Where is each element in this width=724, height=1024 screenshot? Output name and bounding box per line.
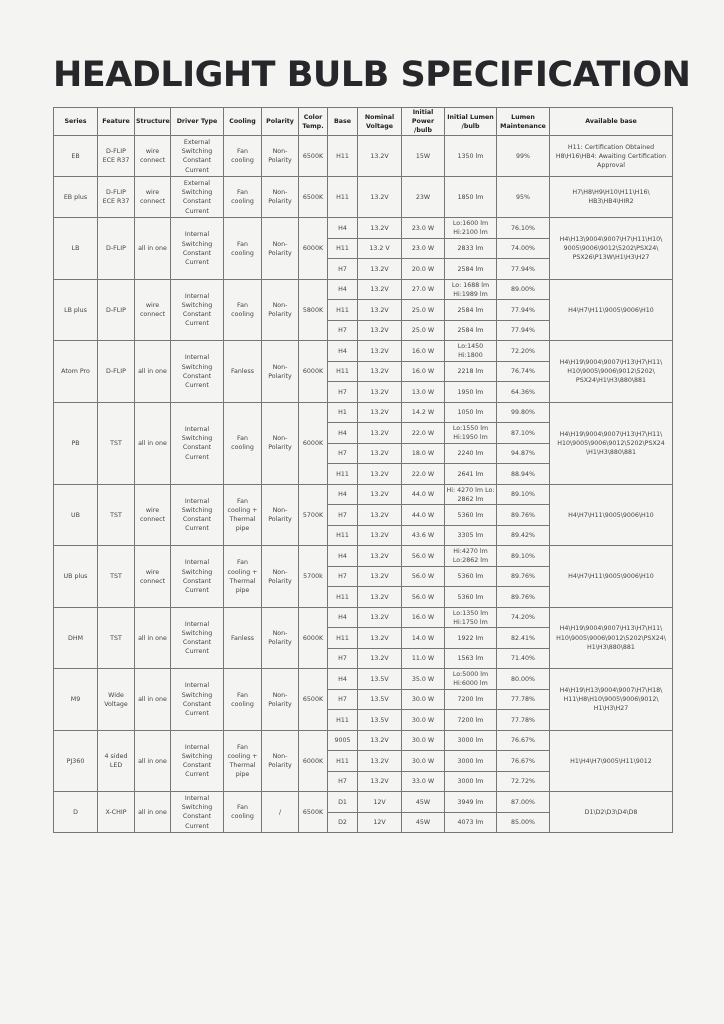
- voltage-cell: 13.2V: [358, 382, 402, 403]
- power-cell: 25.0 W: [402, 320, 445, 341]
- table-row: [54, 402, 673, 423]
- col-header-power: Initial Power /bulb: [402, 108, 445, 136]
- maintenance-cell: 89.76%: [497, 505, 550, 526]
- base-cell: H4: [328, 607, 358, 628]
- cooling-cell: Fan cooling: [224, 279, 262, 341]
- lumen-cell: Lo:1600 lm Hi:2100 lm: [445, 218, 497, 239]
- maintenance-cell: 99.80%: [497, 402, 550, 423]
- maintenance-cell: 77.78%: [497, 689, 550, 710]
- lumen-cell: 2240 lm: [445, 443, 497, 464]
- voltage-cell: 13.2V: [358, 566, 402, 587]
- power-cell: 16.0 W: [402, 607, 445, 628]
- table-row: [54, 607, 673, 628]
- feature-cell: TST: [98, 607, 135, 669]
- voltage-cell: 13.2 V: [358, 238, 402, 259]
- lumen-cell: 1563 lm: [445, 648, 497, 669]
- lumen-cell: 1850 lm: [445, 177, 497, 218]
- base-cell: H7: [328, 648, 358, 669]
- lumen-cell: 2584 lm: [445, 320, 497, 341]
- page-title: HEADLIGHT BULB SPECIFICATION: [53, 55, 691, 95]
- col-header-lumen: Initial Lumen /bulb: [445, 108, 497, 136]
- driver-type-cell: Internal Switching Constant Current: [171, 607, 224, 669]
- cooling-cell: Fan cooling + Thermal pipe: [224, 730, 262, 792]
- spec-table-body: [54, 136, 673, 833]
- driver-type-cell: Internal Switching Constant Current: [171, 484, 224, 546]
- available-base-cell: H1\H4\H7\9005\H11\9012: [550, 730, 673, 792]
- maintenance-cell: 82.41%: [497, 628, 550, 649]
- series-cell: UB plus: [54, 546, 98, 608]
- lumen-cell: 5360 lm: [445, 505, 497, 526]
- base-cell: H4: [328, 341, 358, 362]
- table-row: [54, 730, 673, 751]
- series-cell: PB: [54, 402, 98, 484]
- color-temp-cell: 6500K: [299, 136, 328, 177]
- maintenance-cell: 89.76%: [497, 566, 550, 587]
- color-temp-cell: 5800K: [299, 279, 328, 341]
- cooling-cell: Fan cooling: [224, 177, 262, 218]
- lumen-cell: Lo:1350 lm Hi:1750 lm: [445, 607, 497, 628]
- base-cell: H11: [328, 710, 358, 731]
- driver-type-cell: Internal Switching Constant Current: [171, 218, 224, 280]
- available-base-cell: H4\H13\9004\9007\H7\H11\H10\ 9005\9006\9012\5202\PSX24\ PSX26\P13W\H1\H3\H27: [550, 218, 673, 280]
- power-cell: 44.0 W: [402, 484, 445, 505]
- table-row: [54, 546, 673, 567]
- voltage-cell: 13.2V: [358, 464, 402, 485]
- base-cell: H7: [328, 320, 358, 341]
- voltage-cell: 13.2V: [358, 177, 402, 218]
- base-cell: 9005: [328, 730, 358, 751]
- base-cell: H11: [328, 525, 358, 546]
- maintenance-cell: 77.94%: [497, 259, 550, 280]
- maintenance-cell: 95%: [497, 177, 550, 218]
- driver-type-cell: Internal Switching Constant Current: [171, 730, 224, 792]
- col-header-voltage: Nominal Voltage: [358, 108, 402, 136]
- power-cell: 23W: [402, 177, 445, 218]
- polarity-cell: Non-Polarity: [262, 218, 299, 280]
- maintenance-cell: 94.87%: [497, 443, 550, 464]
- power-cell: 30.0 W: [402, 689, 445, 710]
- maintenance-cell: 77.94%: [497, 300, 550, 321]
- base-cell: H1: [328, 402, 358, 423]
- lumen-cell: Hi:4270 lm Lo:2862 lm: [445, 546, 497, 567]
- color-temp-cell: 6000K: [299, 402, 328, 484]
- base-cell: H7: [328, 689, 358, 710]
- power-cell: 35.0 W: [402, 669, 445, 690]
- color-temp-cell: 6500K: [299, 669, 328, 731]
- feature-cell: TST: [98, 546, 135, 608]
- base-cell: H7: [328, 382, 358, 403]
- series-cell: Atom Pro: [54, 341, 98, 403]
- col-header-cooling: Cooling: [224, 108, 262, 136]
- color-temp-cell: 6500K: [299, 177, 328, 218]
- maintenance-cell: 76.10%: [497, 218, 550, 239]
- power-cell: 30.0 W: [402, 751, 445, 772]
- maintenance-cell: 71.40%: [497, 648, 550, 669]
- structure-cell: all in one: [135, 218, 171, 280]
- spec-table: [53, 107, 673, 833]
- polarity-cell: Non-Polarity: [262, 279, 299, 341]
- lumen-cell: 2584 lm: [445, 259, 497, 280]
- color-temp-cell: 6000K: [299, 607, 328, 669]
- maintenance-cell: 74.00%: [497, 238, 550, 259]
- power-cell: 56.0 W: [402, 587, 445, 608]
- series-cell: EB plus: [54, 177, 98, 218]
- power-cell: 45W: [402, 792, 445, 813]
- driver-type-cell: Internal Switching Constant Current: [171, 792, 224, 833]
- maintenance-cell: 89.10%: [497, 546, 550, 567]
- maintenance-cell: 72.72%: [497, 771, 550, 792]
- feature-cell: D-FLIP: [98, 341, 135, 403]
- available-base-cell: D1\D2\D3\D4\D8: [550, 792, 673, 833]
- maintenance-cell: 89.00%: [497, 279, 550, 300]
- cooling-cell: Fan cooling: [224, 669, 262, 731]
- power-cell: 20.0 W: [402, 259, 445, 280]
- lumen-cell: 1350 lm: [445, 136, 497, 177]
- lumen-cell: 3305 lm: [445, 525, 497, 546]
- power-cell: 56.0 W: [402, 546, 445, 567]
- power-cell: 30.0 W: [402, 730, 445, 751]
- driver-type-cell: Internal Switching Constant Current: [171, 341, 224, 403]
- base-cell: H11: [328, 177, 358, 218]
- voltage-cell: 13.5V: [358, 689, 402, 710]
- series-cell: LB plus: [54, 279, 98, 341]
- col-header-series: Series: [54, 108, 98, 136]
- voltage-cell: 13.2V: [358, 361, 402, 382]
- power-cell: 25.0 W: [402, 300, 445, 321]
- voltage-cell: 13.2V: [358, 300, 402, 321]
- base-cell: H4: [328, 546, 358, 567]
- base-cell: H4: [328, 669, 358, 690]
- base-cell: H4: [328, 279, 358, 300]
- base-cell: H4: [328, 484, 358, 505]
- structure-cell: wire connect: [135, 484, 171, 546]
- table-row: [54, 279, 673, 300]
- voltage-cell: 13.2V: [358, 259, 402, 280]
- cooling-cell: Fan cooling + Thermal pipe: [224, 484, 262, 546]
- table-row: [54, 177, 673, 218]
- maintenance-cell: 89.10%: [497, 484, 550, 505]
- feature-cell: D-FLIP ECE R37: [98, 177, 135, 218]
- maintenance-cell: 74.20%: [497, 607, 550, 628]
- structure-cell: all in one: [135, 792, 171, 833]
- cooling-cell: Fan cooling: [224, 792, 262, 833]
- polarity-cell: Non-Polarity: [262, 546, 299, 608]
- base-cell: H11: [328, 628, 358, 649]
- polarity-cell: Non-Polarity: [262, 607, 299, 669]
- color-temp-cell: 6500K: [299, 792, 328, 833]
- color-temp-cell: 6000K: [299, 341, 328, 403]
- voltage-cell: 13.2V: [358, 341, 402, 362]
- base-cell: H11: [328, 751, 358, 772]
- voltage-cell: 13.2V: [358, 546, 402, 567]
- feature-cell: D-FLIP ECE R37: [98, 136, 135, 177]
- maintenance-cell: 77.94%: [497, 320, 550, 341]
- lumen-cell: Hi: 4270 lm Lo: 2862 lm: [445, 484, 497, 505]
- feature-cell: X-CHIP: [98, 792, 135, 833]
- structure-cell: all in one: [135, 730, 171, 792]
- base-cell: H11: [328, 361, 358, 382]
- col-header-polarity: Polarity: [262, 108, 299, 136]
- col-header-available-base: Available base: [550, 108, 673, 136]
- voltage-cell: 12V: [358, 792, 402, 813]
- feature-cell: 4 sided LED: [98, 730, 135, 792]
- maintenance-cell: 88.94%: [497, 464, 550, 485]
- series-cell: DHM: [54, 607, 98, 669]
- series-cell: EB: [54, 136, 98, 177]
- power-cell: 33.0 W: [402, 771, 445, 792]
- base-cell: H4: [328, 423, 358, 444]
- lumen-cell: 2641 lm: [445, 464, 497, 485]
- header-row: [54, 108, 673, 136]
- maintenance-cell: 89.42%: [497, 525, 550, 546]
- power-cell: 23.0 W: [402, 238, 445, 259]
- lumen-cell: Lo:5000 lm Hi:6000 lm: [445, 669, 497, 690]
- base-cell: D2: [328, 812, 358, 833]
- base-cell: H11: [328, 136, 358, 177]
- base-cell: H7: [328, 771, 358, 792]
- voltage-cell: 13.2V: [358, 402, 402, 423]
- maintenance-cell: 77.78%: [497, 710, 550, 731]
- cooling-cell: Fan cooling: [224, 402, 262, 484]
- power-cell: 13.0 W: [402, 382, 445, 403]
- lumen-cell: 7200 lm: [445, 710, 497, 731]
- lumen-cell: 2833 lm: [445, 238, 497, 259]
- base-cell: H11: [328, 464, 358, 485]
- power-cell: 30.0 W: [402, 710, 445, 731]
- voltage-cell: 13.2V: [358, 587, 402, 608]
- power-cell: 45W: [402, 812, 445, 833]
- available-base-cell: H11: Certification Obtained H8\H16\HB4: Awaiting Certification Approval: [550, 136, 673, 177]
- color-temp-cell: 5700k: [299, 546, 328, 608]
- voltage-cell: 13.2V: [358, 628, 402, 649]
- power-cell: 22.0 W: [402, 423, 445, 444]
- base-cell: H7: [328, 259, 358, 280]
- driver-type-cell: Internal Switching Constant Current: [171, 546, 224, 608]
- lumen-cell: 7200 lm: [445, 689, 497, 710]
- voltage-cell: 13.2V: [358, 279, 402, 300]
- polarity-cell: Non-Polarity: [262, 484, 299, 546]
- lumen-cell: 3949 lm: [445, 792, 497, 813]
- feature-cell: TST: [98, 402, 135, 484]
- lumen-cell: 5360 lm: [445, 587, 497, 608]
- maintenance-cell: 76.74%: [497, 361, 550, 382]
- base-cell: H7: [328, 566, 358, 587]
- maintenance-cell: 85.00%: [497, 812, 550, 833]
- polarity-cell: Non-Polarity: [262, 669, 299, 731]
- power-cell: 16.0 W: [402, 361, 445, 382]
- power-cell: 27.0 W: [402, 279, 445, 300]
- driver-type-cell: Internal Switching Constant Current: [171, 669, 224, 731]
- color-temp-cell: 5700K: [299, 484, 328, 546]
- maintenance-cell: 99%: [497, 136, 550, 177]
- maintenance-cell: 80.00%: [497, 669, 550, 690]
- feature-cell: Wide Voltage: [98, 669, 135, 731]
- col-header-maintenance: Lumen Maintenance: [497, 108, 550, 136]
- lumen-cell: 1050 lm: [445, 402, 497, 423]
- power-cell: 14.2 W: [402, 402, 445, 423]
- base-cell: H11: [328, 587, 358, 608]
- series-cell: PJ360: [54, 730, 98, 792]
- cooling-cell: Fan cooling + Thermal pipe: [224, 546, 262, 608]
- voltage-cell: 13.2V: [358, 607, 402, 628]
- maintenance-cell: 76.67%: [497, 751, 550, 772]
- power-cell: 14.0 W: [402, 628, 445, 649]
- power-cell: 23.0 W: [402, 218, 445, 239]
- driver-type-cell: External Switching Constant Current: [171, 136, 224, 177]
- color-temp-cell: 6000K: [299, 218, 328, 280]
- feature-cell: D-FLIP: [98, 218, 135, 280]
- voltage-cell: 13.2V: [358, 751, 402, 772]
- col-header-structure: Structure: [135, 108, 171, 136]
- base-cell: H11: [328, 238, 358, 259]
- power-cell: 22.0 W: [402, 464, 445, 485]
- driver-type-cell: External Switching Constant Current: [171, 177, 224, 218]
- voltage-cell: 13.5V: [358, 710, 402, 731]
- feature-cell: TST: [98, 484, 135, 546]
- voltage-cell: 13.2V: [358, 218, 402, 239]
- voltage-cell: 13.5V: [358, 669, 402, 690]
- structure-cell: wire connect: [135, 546, 171, 608]
- power-cell: 43.6 W: [402, 525, 445, 546]
- polarity-cell: /: [262, 792, 299, 833]
- base-cell: H7: [328, 443, 358, 464]
- voltage-cell: 12V: [358, 812, 402, 833]
- base-cell: H11: [328, 300, 358, 321]
- cooling-cell: Fanless: [224, 607, 262, 669]
- available-base-cell: H4\H7\H11\9005\9006\H10: [550, 546, 673, 608]
- structure-cell: all in one: [135, 341, 171, 403]
- available-base-cell: H4\H19\9004\9007\H13\H7\H11\ H10\9005\9006\9012\5202\PSX24\ H1\H3\880\881: [550, 607, 673, 669]
- voltage-cell: 13.2V: [358, 505, 402, 526]
- lumen-cell: 1950 lm: [445, 382, 497, 403]
- table-row: [54, 669, 673, 690]
- voltage-cell: 13.2V: [358, 730, 402, 751]
- col-header-base: Base: [328, 108, 358, 136]
- cooling-cell: Fanless: [224, 341, 262, 403]
- voltage-cell: 13.2V: [358, 136, 402, 177]
- power-cell: 15W: [402, 136, 445, 177]
- voltage-cell: 13.2V: [358, 771, 402, 792]
- driver-type-cell: Internal Switching Constant Current: [171, 402, 224, 484]
- available-base-cell: H7\H8\H9\H10\H11\H16\ HB3\HB4\HIR2: [550, 177, 673, 218]
- voltage-cell: 13.2V: [358, 525, 402, 546]
- voltage-cell: 13.2V: [358, 648, 402, 669]
- power-cell: 16.0 W: [402, 341, 445, 362]
- lumen-cell: Lo:1550 lm Hi:1950 lm: [445, 423, 497, 444]
- structure-cell: wire connect: [135, 279, 171, 341]
- table-row: [54, 136, 673, 177]
- base-cell: D1: [328, 792, 358, 813]
- polarity-cell: Non-Polarity: [262, 402, 299, 484]
- table-row: [54, 484, 673, 505]
- available-base-cell: H4\H7\H11\9005\9006\H10: [550, 484, 673, 546]
- voltage-cell: 13.2V: [358, 320, 402, 341]
- lumen-cell: 3000 lm: [445, 730, 497, 751]
- available-base-cell: H4\H19\9004\9007\H13\H7\H11\ H10\9005\9006\9012\5202\PSX24 \H1\H3\880\881: [550, 402, 673, 484]
- cooling-cell: Fan cooling: [224, 218, 262, 280]
- col-header-color-temp: Color Temp.: [299, 108, 328, 136]
- maintenance-cell: 64.36%: [497, 382, 550, 403]
- structure-cell: all in one: [135, 607, 171, 669]
- driver-type-cell: Internal Switching Constant Current: [171, 279, 224, 341]
- lumen-cell: Lo: 1688 lm Hi:1989 lm: [445, 279, 497, 300]
- series-cell: M9: [54, 669, 98, 731]
- table-row: [54, 341, 673, 362]
- feature-cell: D-FLIP: [98, 279, 135, 341]
- color-temp-cell: 6000K: [299, 730, 328, 792]
- table-row: [54, 218, 673, 239]
- lumen-cell: Lo:1450 Hi:1800: [445, 341, 497, 362]
- available-base-cell: H4\H7\H11\9005\9006\H10: [550, 279, 673, 341]
- power-cell: 11.0 W: [402, 648, 445, 669]
- series-cell: UB: [54, 484, 98, 546]
- lumen-cell: 3000 lm: [445, 751, 497, 772]
- lumen-cell: 1922 lm: [445, 628, 497, 649]
- polarity-cell: Non-Polarity: [262, 177, 299, 218]
- available-base-cell: H4\H19\H13\9004\9007\H7\H18\ H11\H8\H10\9005\9006\9012\ H1\H3\H27: [550, 669, 673, 731]
- lumen-cell: 3000 lm: [445, 771, 497, 792]
- maintenance-cell: 89.76%: [497, 587, 550, 608]
- voltage-cell: 13.2V: [358, 423, 402, 444]
- power-cell: 56.0 W: [402, 566, 445, 587]
- structure-cell: all in one: [135, 669, 171, 731]
- maintenance-cell: 87.10%: [497, 423, 550, 444]
- structure-cell: wire connect: [135, 136, 171, 177]
- power-cell: 18.0 W: [402, 443, 445, 464]
- available-base-cell: H4\H19\9004\9007\H13\H7\H11\ H10\9005\9006\9012\5202\ PSX24\H1\H3\880\881: [550, 341, 673, 403]
- polarity-cell: Non-Polarity: [262, 730, 299, 792]
- lumen-cell: 5360 lm: [445, 566, 497, 587]
- voltage-cell: 13.2V: [358, 443, 402, 464]
- cooling-cell: Fan cooling: [224, 136, 262, 177]
- voltage-cell: 13.2V: [358, 484, 402, 505]
- polarity-cell: Non-Polarity: [262, 341, 299, 403]
- series-cell: D: [54, 792, 98, 833]
- series-cell: LB: [54, 218, 98, 280]
- col-header-feature: Feature: [98, 108, 135, 136]
- structure-cell: all in one: [135, 402, 171, 484]
- lumen-cell: 2584 lm: [445, 300, 497, 321]
- structure-cell: wire connect: [135, 177, 171, 218]
- maintenance-cell: 72.20%: [497, 341, 550, 362]
- base-cell: H7: [328, 505, 358, 526]
- table-row: [54, 792, 673, 813]
- maintenance-cell: 76.67%: [497, 730, 550, 751]
- base-cell: H4: [328, 218, 358, 239]
- col-header-driver-type: Driver Type: [171, 108, 224, 136]
- power-cell: 44.0 W: [402, 505, 445, 526]
- polarity-cell: Non-Polarity: [262, 136, 299, 177]
- lumen-cell: 4073 lm: [445, 812, 497, 833]
- maintenance-cell: 87.00%: [497, 792, 550, 813]
- lumen-cell: 2218 lm: [445, 361, 497, 382]
